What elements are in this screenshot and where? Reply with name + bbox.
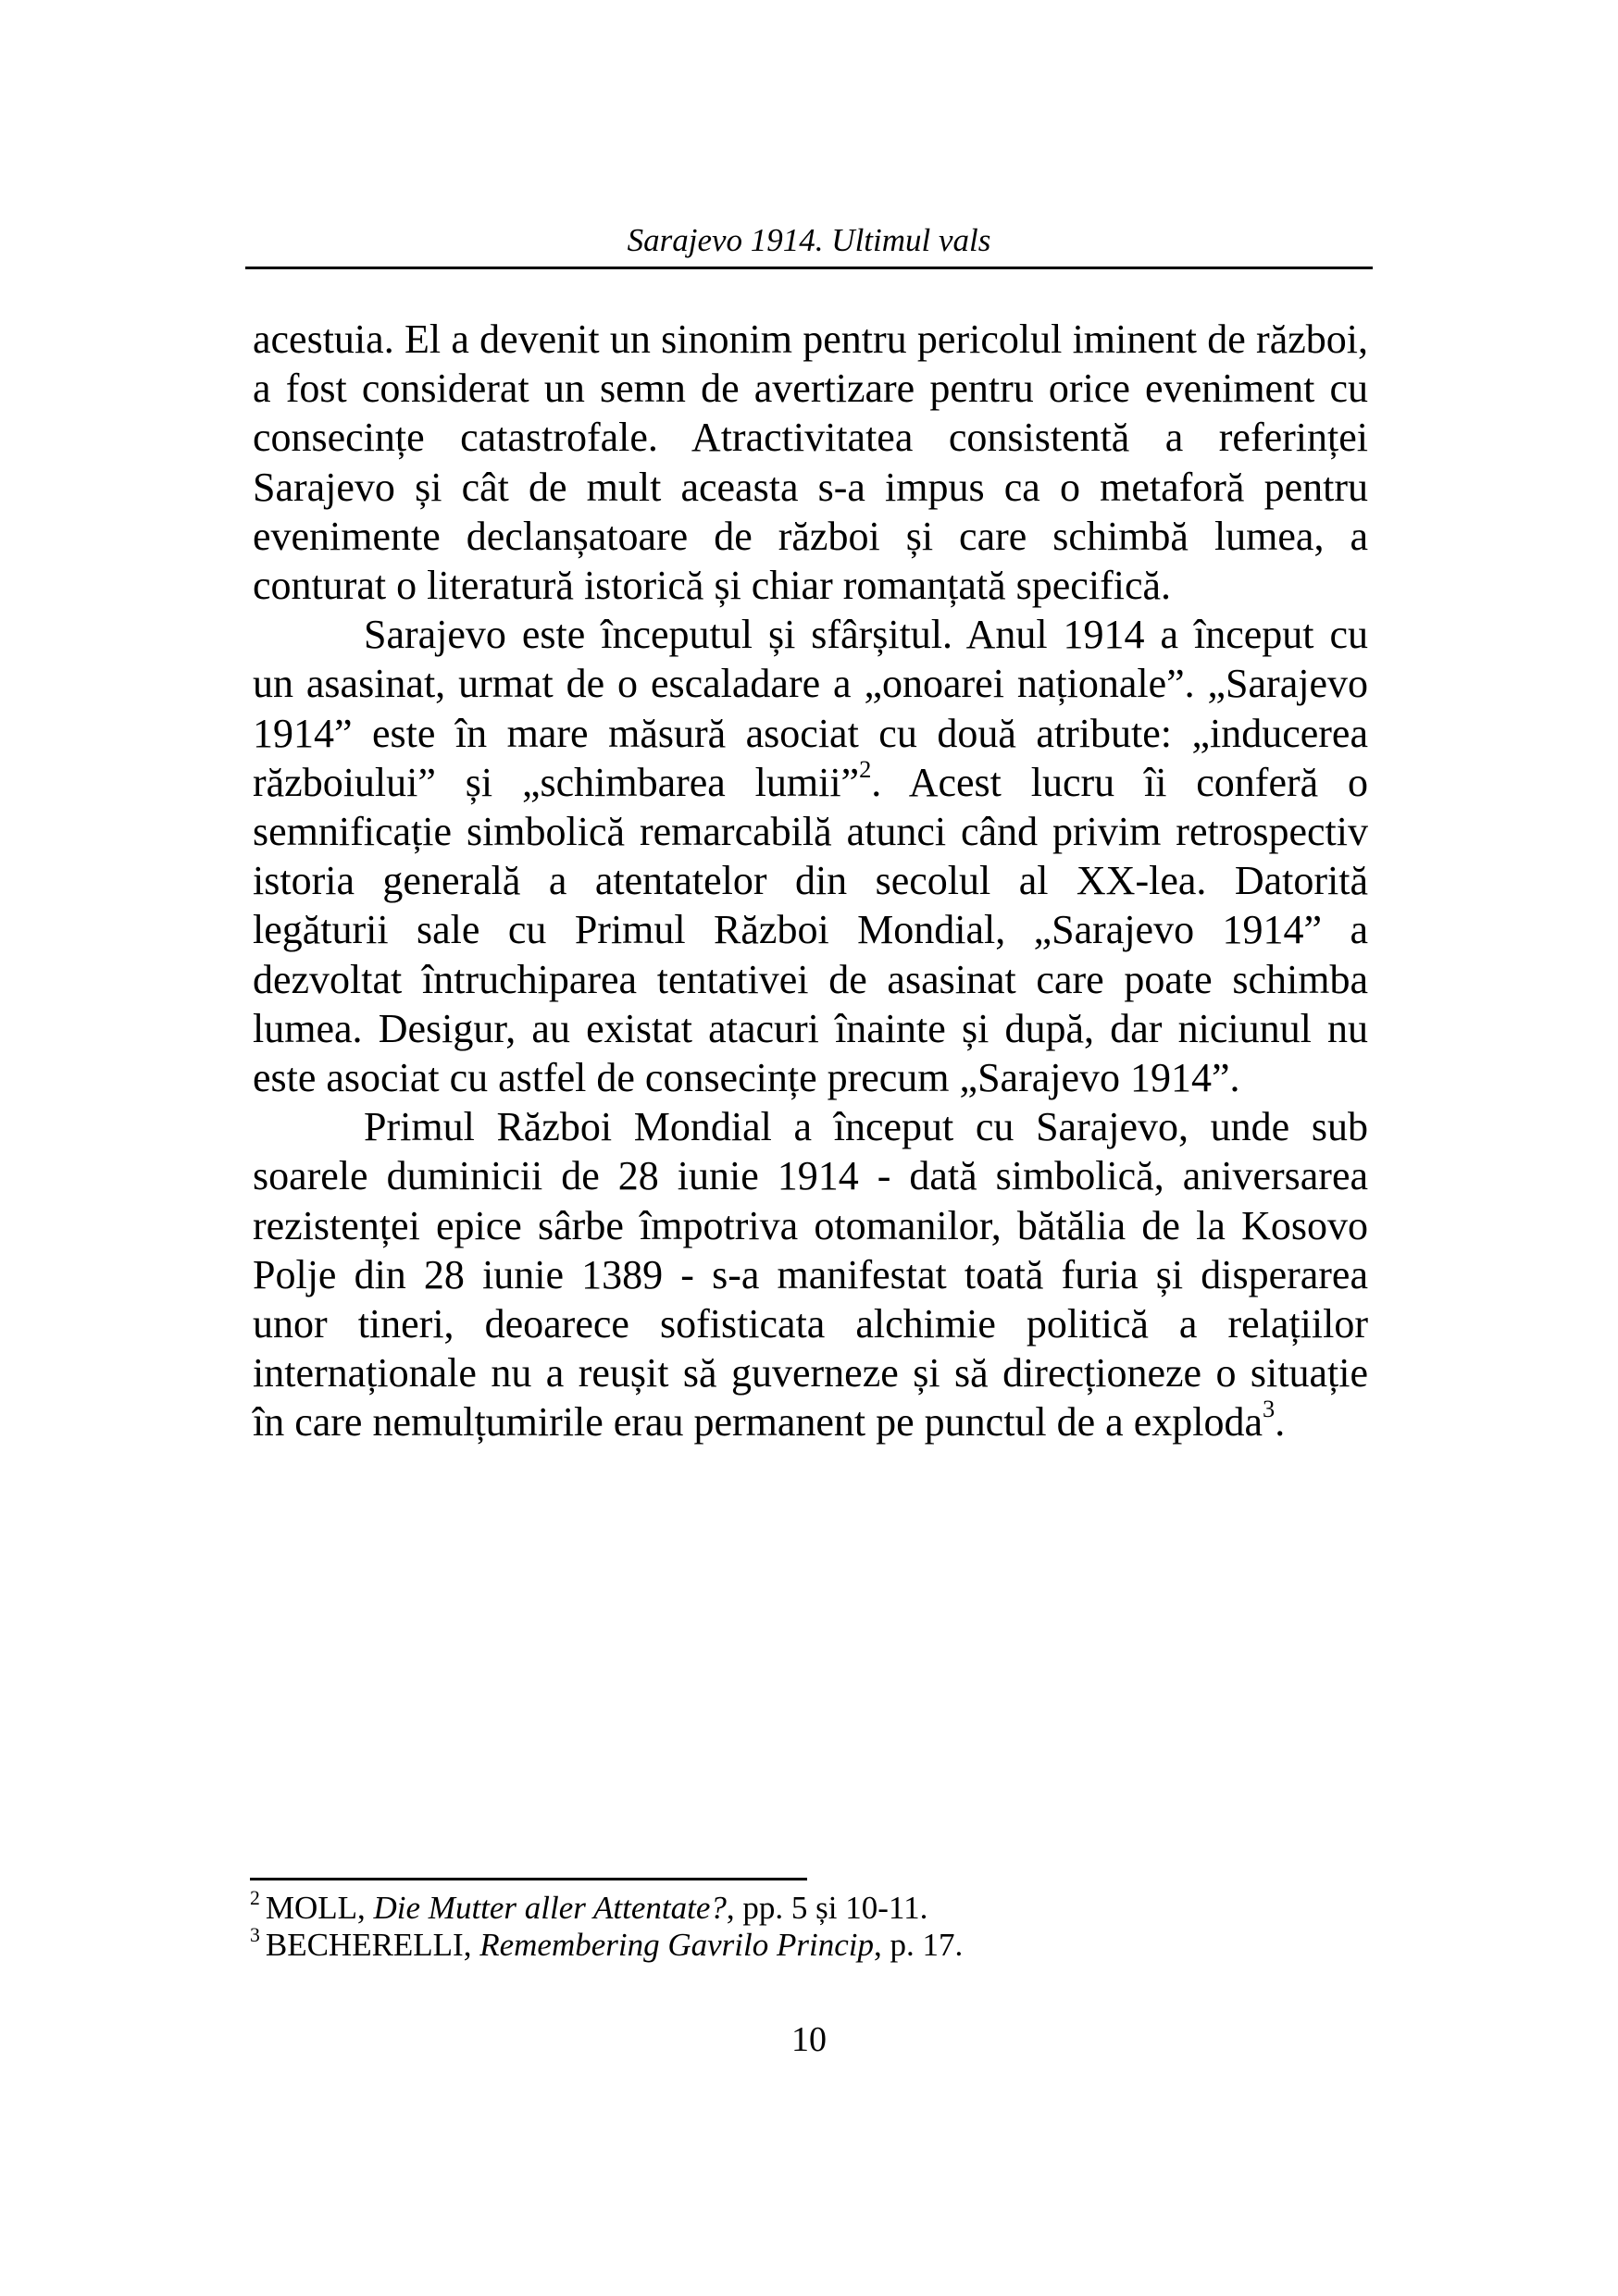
footnote	[250, 1923, 1370, 1964]
footnote-author: MOLL,	[265, 1890, 374, 1926]
paragraph-text: acestuia. El a devenit un sinonim pentru pericolul iminent de război, a fost considerat un semn de avertizare pentru orice eveniment cu consecințe catastrofale. Atractivitatea consistentă a referinței Sarajevo și cât de mult aceasta s-a impus ca o metaforă pentru evenimente declanșatoare de război și care schimbă lumea, a conturat o literatură istorică și chiar romanțată specifică.	[253, 316, 1368, 609]
paragraph	[253, 315, 1368, 610]
footnotes	[250, 1886, 1370, 1964]
paragraph	[253, 610, 1368, 1102]
footnote-number: 2	[250, 1886, 260, 1909]
footnote-pages: , pp. 5 și 10-11.	[726, 1890, 928, 1926]
footnote-pages: , p. 17.	[873, 1927, 964, 1963]
footnote-number: 3	[250, 1923, 260, 1946]
footnote-rule	[250, 1878, 807, 1880]
footnote-title: Remembering Gavrilo Princip	[479, 1927, 874, 1963]
footnote-reference: 3	[1263, 1395, 1276, 1423]
footnote-author: BECHERELLI,	[265, 1927, 480, 1963]
body-text	[253, 315, 1368, 1447]
paragraph-text: Sarajevo este începutul și sfârșitul. Anul 1914 a început cu un asasinat, urmat de o escaladare a „onoarei naționale”. „Sarajevo 1914” este în mare măsură asociat cu două atribute: „inducerea războiului” și „schimbarea lumii”	[253, 612, 1368, 805]
header-rule	[245, 267, 1373, 269]
page-number: 10	[791, 2020, 827, 2059]
running-header	[245, 218, 1373, 263]
footnote-title: Die Mutter aller Attentate?	[373, 1890, 727, 1926]
paragraph-text: .	[1275, 1399, 1286, 1446]
footnote-reference: 2	[859, 755, 872, 784]
paragraph-text: . Acest lucru îi conferă o semnificație simbolică remarcabilă atunci când privim retrospectiv istoria generală a atentatelor din secolul al XX-lea. Datorită legăturii sale cu Primul Război Mondial, „Sarajevo 1914” a dezvoltat întruchiparea tentativei de asasinat care poate schimba lumea. Desigur, au existat atacuri înainte și după, dar niciunul nu este asociat cu astfel de consecințe precum „Sarajevo 1914”.	[253, 759, 1368, 1101]
paragraph-text: Primul Război Mondial a început cu Sarajevo, unde sub soarele duminicii de 28 iunie 1914 - dată simbolică, aniversarea rezistenței epice sârbe împotriva otomanilor, bătălia de la Kosovo Polje din 28 iunie 1389 - s-a manifestat toată furia și disperarea unor tineri, deoarece sofisticata alchimie politică a relațiilor internaționale nu a reușit să guverneze și să direcționeze o situație în care nemulțumirile erau permanent pe punctul de a exploda	[253, 1104, 1368, 1446]
paragraph	[253, 1102, 1368, 1446]
running-title: Sarajevo 1914. Ultimul vals	[627, 222, 991, 258]
footnote	[250, 1886, 1370, 1927]
